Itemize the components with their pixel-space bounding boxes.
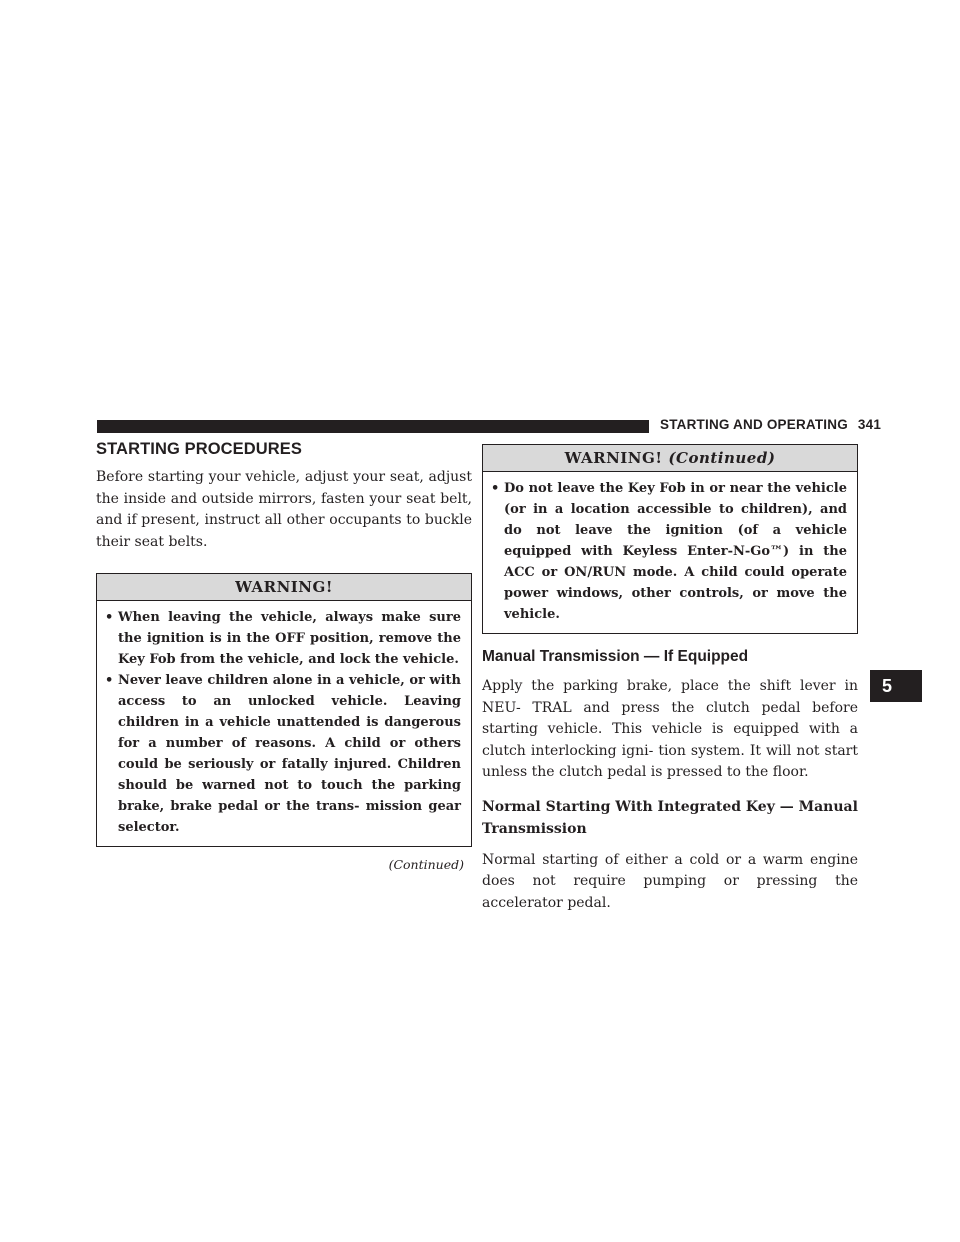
warning-list: [97, 601, 471, 846]
intro-paragraph: Before starting your vehicle, adjust your seat, adjust the inside and outside mirrors, fasten your seat belt, and if present, instruct all other occupants to buckle their seat belts.: [96, 469, 472, 550]
header-rule: [97, 420, 649, 433]
warning-title: [483, 445, 857, 472]
left-column: [96, 440, 472, 872]
manual-transmission-paragraph: Apply the parking brake, place the shift lever in NEU- TRAL and press the clutch pedal before starting vehicle. This vehicle is equipped with a clutch interlocking igni- tion system. It will not start unless the clutch pedal is pressed to the floor.: [482, 678, 858, 780]
page-number: 341: [857, 417, 882, 432]
chapter-tab: 5: [870, 670, 922, 702]
header-section-title: STARTING AND OPERATING: [660, 417, 848, 432]
warning-item: • Do not leave the Key Fob in or near the vehicle (or in a location accessible to children), and do not leave the ignition (of a vehicle equipped with Keyless Enter-N-Go™) in the ACC or ON/RUN mode. A child could operate power windows, other controls, or move the vehicle.: [495, 478, 847, 625]
warning-title-text: WARNING!: [564, 449, 663, 467]
warning-title-continued: (Continued): [668, 449, 776, 467]
subsection-heading: Manual Transmission — If Equipped: [482, 648, 749, 665]
normal-starting-paragraph: Normal starting of either a cold or a warm engine does not require pumping or pressing the accelerator pedal.: [482, 851, 858, 911]
warning-item: • Never leave children alone in a vehicle, or with access to an unlocked vehicle. Leaving children in a vehicle unattended is dangerous for a number of reasons. A child or others could be seriously or fatally injured. Children should be warned not to touch the parking brake, brake pedal or the trans- mission gear selector.: [109, 670, 461, 838]
right-column: [482, 440, 858, 914]
running-header: [660, 417, 881, 432]
continued-note: (Continued): [388, 857, 464, 872]
section-heading: STARTING PROCEDURES: [96, 440, 303, 458]
subsubsection-heading: Normal Starting With Integrated Key — Manual Transmission: [482, 798, 858, 837]
warning-title: WARNING!: [97, 574, 471, 601]
warning-box: [96, 573, 472, 847]
warning-item: • When leaving the vehicle, always make sure the ignition is in the OFF position, remove the Key Fob from the vehicle, and lock the vehicle.: [109, 607, 461, 670]
warning-box-continued: [482, 444, 858, 634]
warning-list: [483, 472, 857, 633]
